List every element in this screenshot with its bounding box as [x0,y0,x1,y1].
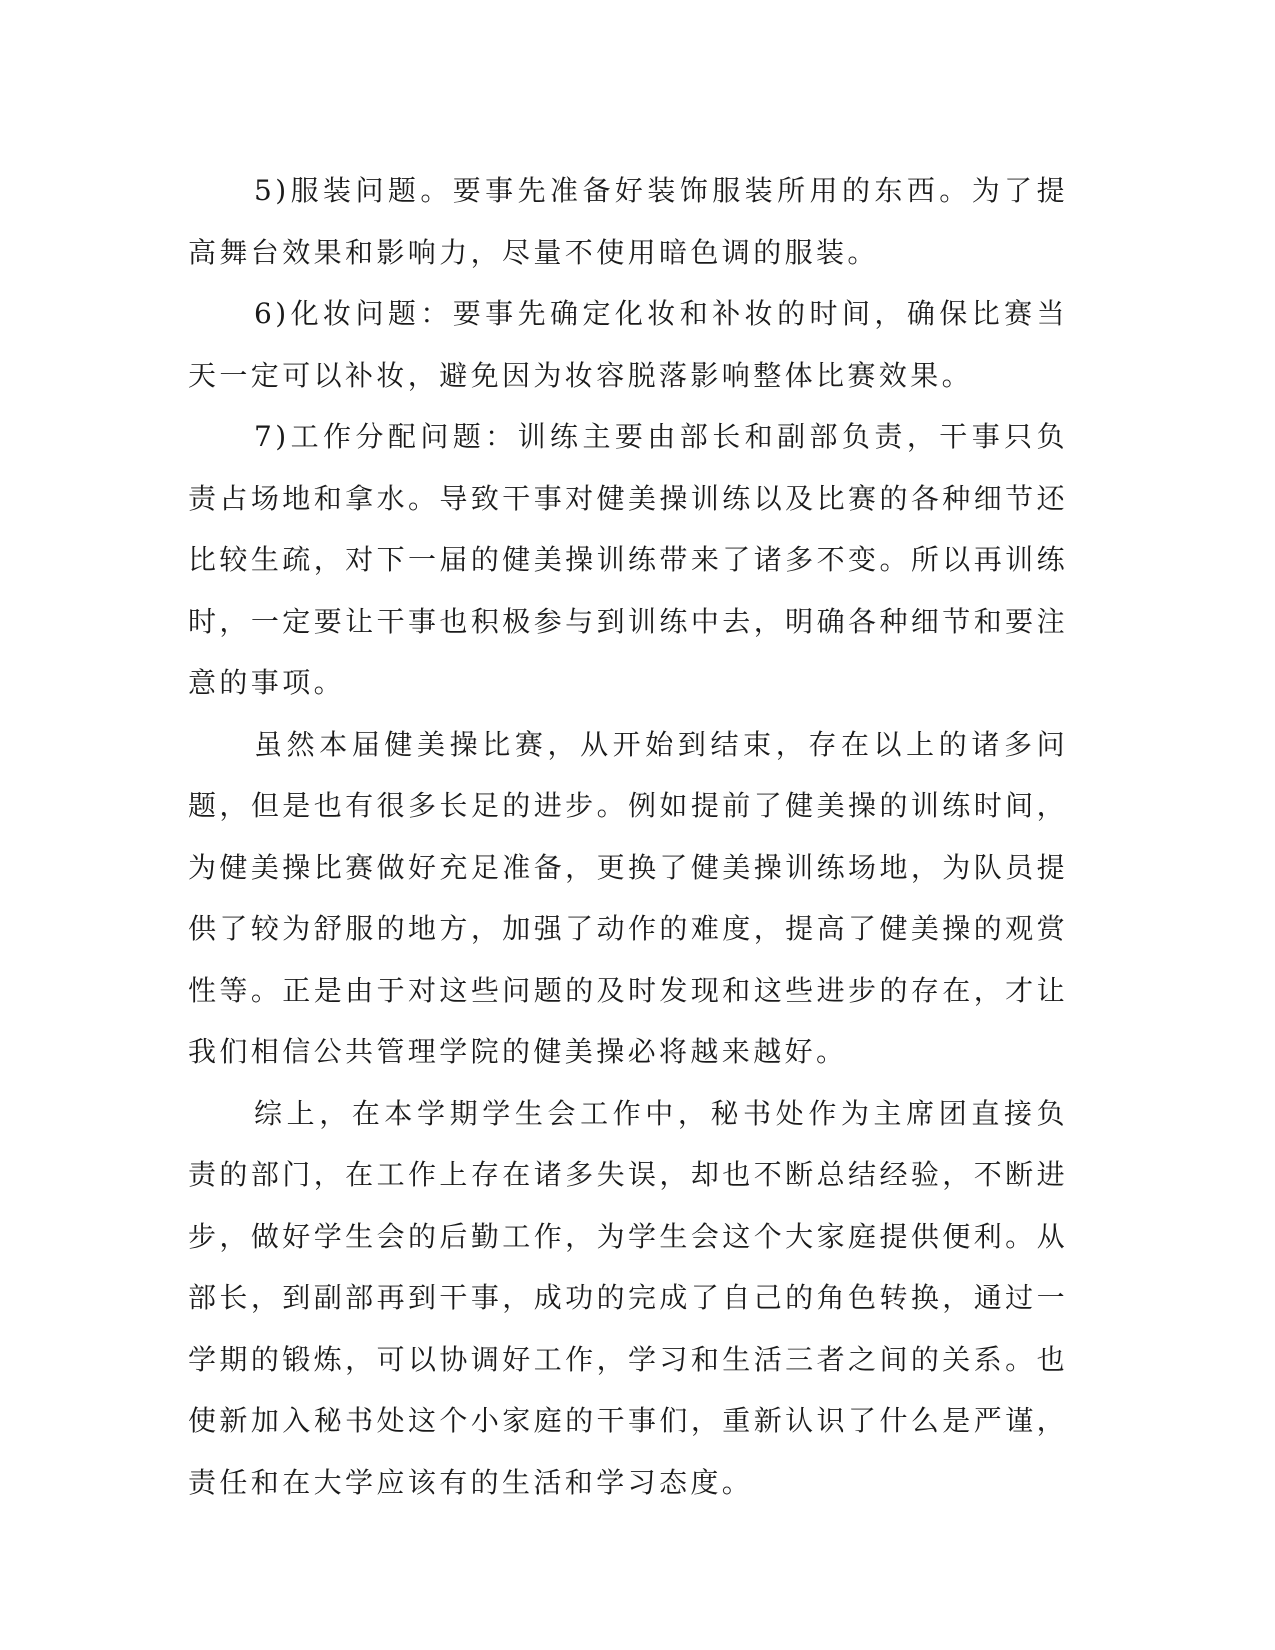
paragraph-costume-issue: 5)服装问题。要事先准备好装饰服装所用的东西。为了提高舞台效果和影响力，尽量不使用暗色调的服装。 [188,174,1068,269]
paragraph-conclusion: 综上，在本学期学生会工作中，秘书处作为主席团直接负责的部门，在工作上存在诸多失误，却也不断总结经验，不断进步，做好学生会的后勤工作，为学生会这个大家庭提供便利。从部长，到副部再到干事，成功的完成了自己的角色转换，通过一学期的锻炼，可以协调好工作，学习和生活三者之间的关系。也使新加入秘书处这个小家庭的干事们，重新认识了什么是严谨，责任和在大学应该有的生活和学习态度。 [188,1096,1068,1499]
paragraph-progress: 虽然本届健美操比赛，从开始到结束，存在以上的诸多问题，但是也有很多长足的进步。例如提前了健美操的训练时间，为健美操比赛做好充足准备，更换了健美操训练场地，为队员提供了较为舒服的地方，加强了动作的难度，提高了健美操的观赏性等。正是由于对这些问题的及时发现和这些进步的存在，才让我们相信公共管理学院的健美操必将越来越好。 [188,727,1068,1068]
document-body [188,160,1068,1513]
paragraph-work-allocation-issue: 7)工作分配问题：训练主要由部长和副部负责，干事只负责占场地和拿水。导致干事对健美操训练以及比赛的各种细节还比较生疏，对下一届的健美操训练带来了诸多不变。所以再训练时，一定要让干事也积极参与到训练中去，明确各种细节和要注意的事项。 [188,420,1068,699]
paragraph-makeup-issue: 6)化妆问题：要事先确定化妆和补妆的时间，确保比赛当天一定可以补妆，避免因为妆容脱落影响整体比赛效果。 [188,297,1068,392]
